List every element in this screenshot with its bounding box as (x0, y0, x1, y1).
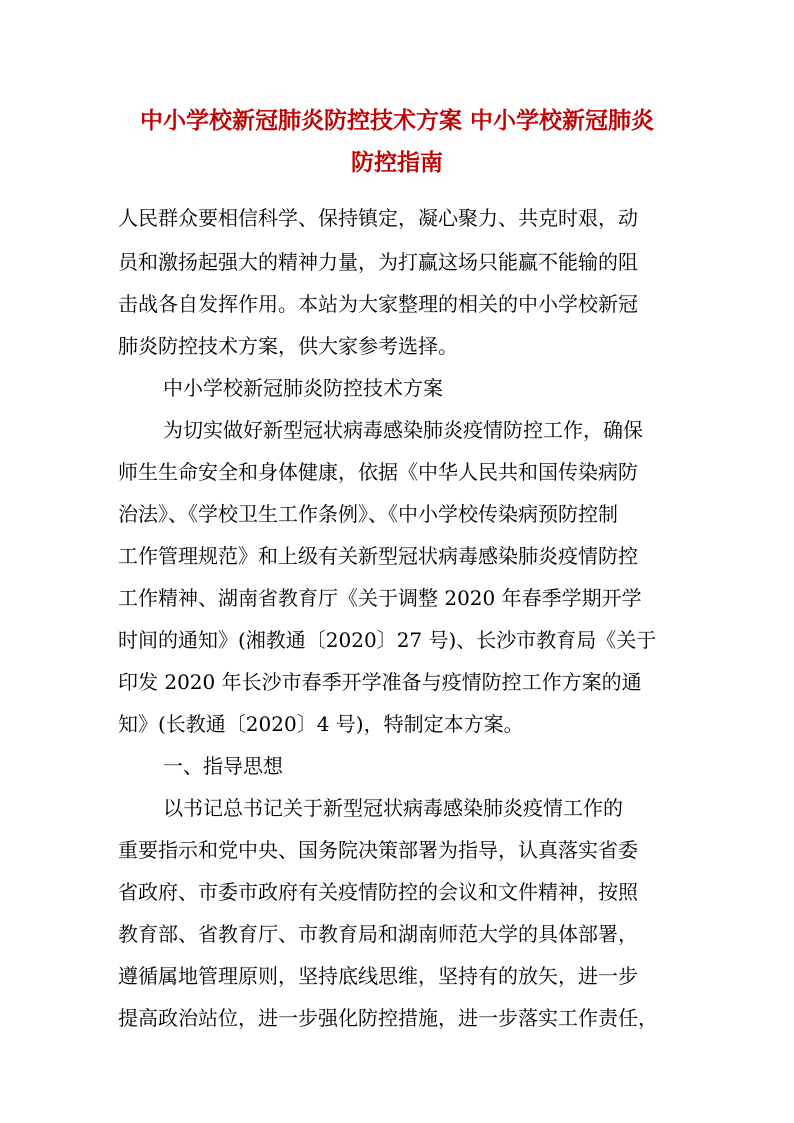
body-line: 工作精神、湖南省教育厅《关于调整 2020 年春季学期开学 (118, 586, 642, 610)
body-line: 遵循属地管理原则，坚持底线思维，坚持有的放矢，进一步 (118, 964, 638, 988)
body-line: 人民群众要相信科学、保持镇定，凝心聚力、共克时艰，动 (118, 206, 638, 230)
body-line: 提高政治站位，进一步强化防控措施，进一步落实工作责任， (118, 1006, 658, 1030)
body-line: 时间的通知》(湘教通〔2020〕27 号)、长沙市教育局《关于 (118, 628, 657, 652)
body-line: 教育部、省教育厅、市教育局和湖南师范大学的具体部署， (118, 922, 638, 946)
section-heading: 中小学校新冠肺炎防控技术方案 (163, 376, 443, 400)
body-line: 印发 2020 年长沙市春季开学准备与疫情防控工作方案的通 (118, 670, 642, 694)
body-line: 省政府、市委市政府有关疫情防控的会议和文件精神，按照 (118, 880, 638, 904)
section-heading: 一、指导思想 (163, 754, 283, 778)
body-line: 为切实做好新型冠状病毒感染肺炎疫情防控工作，确保 (163, 418, 643, 442)
body-line: 员和激扬起强大的精神力量，为打赢这场只能赢不能输的阻 (118, 250, 638, 274)
body-line: 治法》、《学校卫生工作条例》、《中小学校传染病预防控制 (118, 502, 618, 526)
document-title-line-1: 中小学校新冠肺炎防控技术方案 中小学校新冠肺炎 (139, 107, 654, 134)
body-line: 重要指示和党中央、国务院决策部署为指导，认真落实省委 (118, 838, 638, 862)
body-line: 击战各自发挥作用。本站为大家整理的相关的中小学校新冠 (118, 292, 638, 316)
body-line: 师生生命安全和身体健康，依据《中华人民共和国传染病防 (118, 460, 638, 484)
document-title-line-2: 防控指南 (351, 149, 443, 176)
body-line: 肺炎防控技术方案，供大家参考选择。 (118, 334, 458, 358)
body-line: 知》(长教通〔2020〕4 号)，特制定本方案。 (118, 712, 524, 736)
body-line: 以书记总书记关于新型冠状病毒感染肺炎疫情工作的 (163, 796, 623, 820)
body-line: 工作管理规范》和上级有关新型冠状病毒感染肺炎疫情防控 (118, 544, 638, 568)
